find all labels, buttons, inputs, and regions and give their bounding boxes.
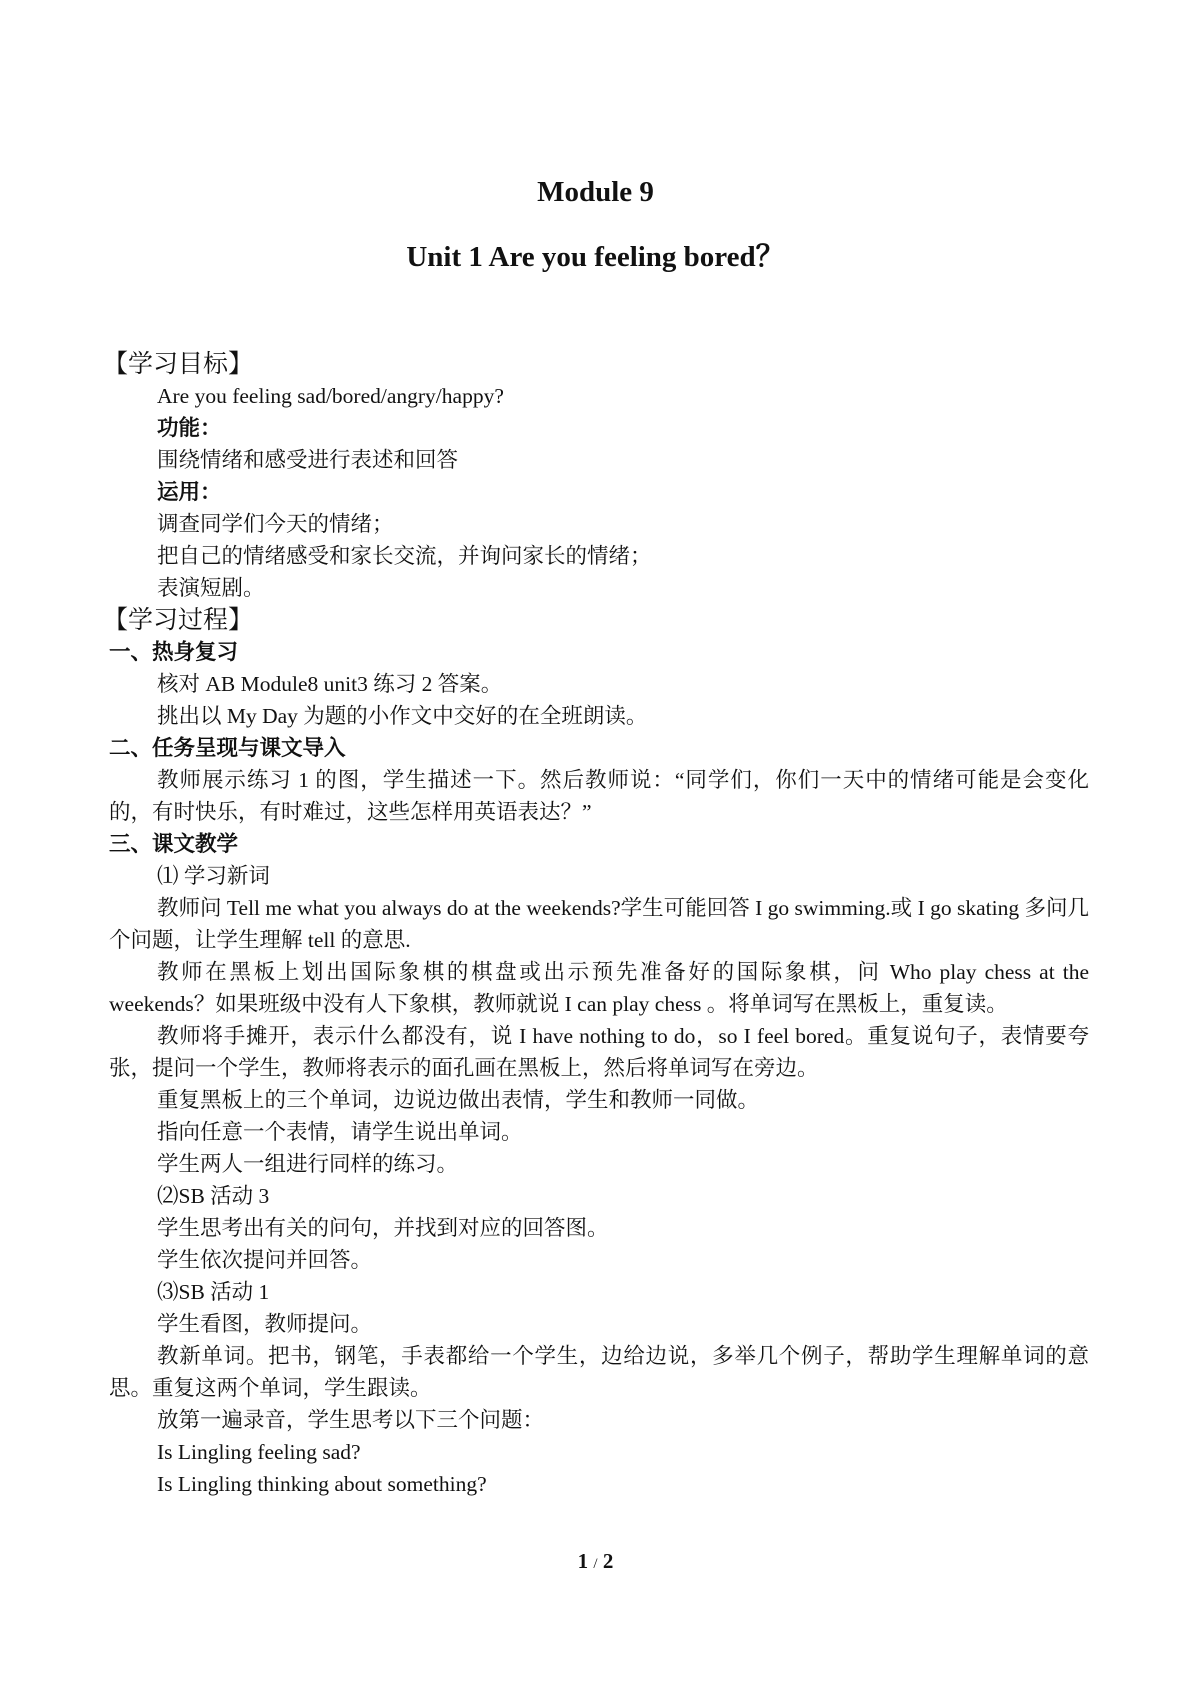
step-sb-activity-3: ⑵SB 活动 3 [157, 1184, 270, 1208]
teaching-paragraph: 教师在黑板上划出国际象棋的棋盘或出示预先准备好的国际象棋，问 Who play chess at the weekends？如果班级中没有人下象棋，教师就说 I can play chess 。将单词写在黑板上，重复读。 [109, 960, 1089, 1016]
task-paragraph: 教师展示练习 1 的图，学生描述一下。然后教师说：“同学们，你们一天中的情绪可能是会变化的，有时快乐，有时难过，这些怎样用英语表达？” [109, 768, 1089, 824]
teaching-line: 学生思考出有关的问句，并找到对应的回答图。 [157, 1216, 609, 1240]
teaching-line: 放第一遍录音，学生思考以下三个问题： [157, 1408, 545, 1432]
question-line: Is Lingling thinking about something? [157, 1472, 487, 1496]
page-number [0, 1548, 1191, 1577]
warmup-line: 核对 AB Module8 unit3 练习 2 答案。 [157, 672, 503, 696]
question-line: Is Lingling feeling sad? [157, 1440, 361, 1464]
teaching-paragraph: 教新单词。把书，钢笔，手表都给一个学生，边给边说，多举几个例子，帮助学生理解单词的意思。重复这两个单词，学生跟读。 [109, 1344, 1089, 1400]
goal-label-function: 功能： [157, 416, 222, 440]
page-separator: / [593, 1556, 598, 1572]
goal-line: 围绕情绪和感受进行表述和回答 [157, 448, 459, 472]
section-header-process: 【学习过程】 [103, 605, 254, 634]
page-current: 1 [577, 1549, 589, 1573]
step-new-words: ⑴ 学习新词 [157, 864, 270, 888]
document-subtitle: Unit 1 Are you feeling bored？ [406, 241, 785, 273]
warmup-line: 挑出以 My Day 为题的小作文中交好的在全班朗读。 [157, 704, 648, 728]
goal-line: 调查同学们今天的情绪； [157, 512, 394, 536]
teaching-line: 学生看图，教师提问。 [157, 1312, 373, 1336]
teaching-line: 重复黑板上的三个单词，边说边做出表情，学生和教师一同做。 [157, 1088, 760, 1112]
teaching-line: 学生依次提问并回答。 [157, 1248, 373, 1272]
goal-line: Are you feeling sad/bored/angry/happy? [157, 384, 504, 408]
heading-task: 二、任务呈现与课文导入 [109, 736, 346, 760]
teaching-paragraph: 教师问 Tell me what you always do at the weekends?学生可能回答 I go swimming.或 I go skating 多问几个问题，让学生理解 tell 的意思. [109, 896, 1089, 952]
goal-line: 把自己的情绪感受和家长交流，并询问家长的情绪； [157, 544, 652, 568]
document-body [103, 348, 1089, 1500]
step-sb-activity-1: ⑶SB 活动 1 [157, 1280, 270, 1304]
heading-warmup: 一、热身复习 [109, 640, 239, 664]
heading-teaching: 三、课文教学 [109, 832, 239, 856]
page-total: 2 [602, 1549, 614, 1573]
teaching-paragraph: 教师将手摊开，表示什么都没有，说 I have nothing to do，so I feel bored。重复说句子，表情要夸张，提问一个学生，教师将表示的面孔画在黑板上，然后将单词写在旁边。 [109, 1024, 1089, 1080]
document-title: Module 9 [537, 176, 654, 208]
teaching-line: 指向任意一个表情，请学生说出单词。 [157, 1120, 523, 1144]
teaching-line: 学生两人一组进行同样的练习。 [157, 1152, 459, 1176]
section-header-goals: 【学习目标】 [103, 349, 254, 378]
goal-line: 表演短剧。 [157, 576, 265, 600]
goal-label-usage: 运用： [157, 480, 222, 504]
